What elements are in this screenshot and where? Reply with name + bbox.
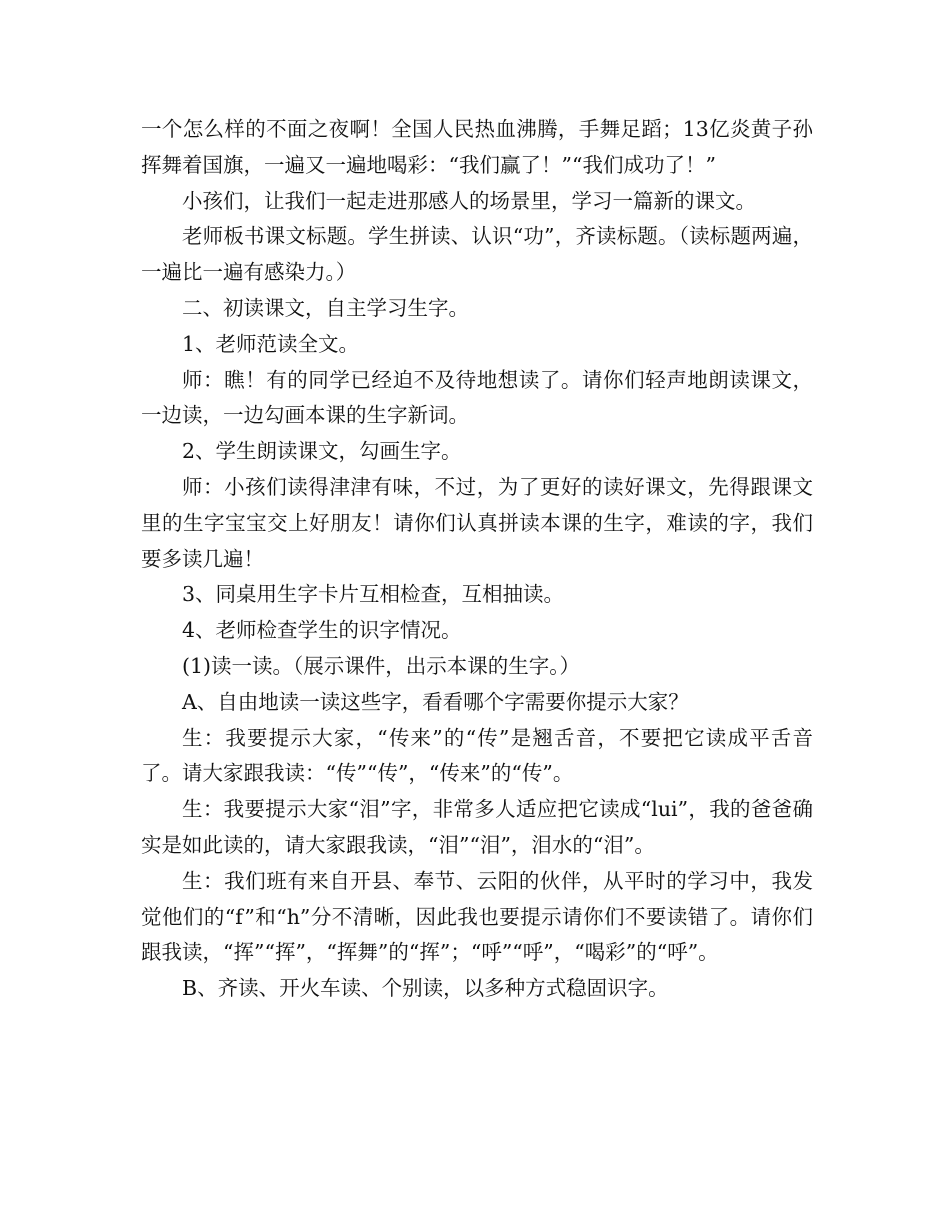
paragraph: 生：我们班有来自开县、奉节、云阳的伙伴，从平时的学习中，我发觉他们的“f”和“h”分不清晰，因此我也要提示请你们不要读错了。请你们跟我读，“挥”“挥”，“挥舞”的“挥”；“呼”“呼”，“喝彩”的“呼”。 [141,868,813,965]
paragraph: 老师板书课文标题。学生拼读、认识“功”，齐读标题。（读标题两遍，一遍比一遍有感染力。） [141,224,813,285]
paragraph: 2、学生朗读课文，勾画生字。 [182,439,462,464]
paragraph: (1)读一读。（展示课件，出示本课的生字。） [182,653,581,678]
paragraph: 师：瞧！有的同学已经迫不及待地想读了。请你们轻声地朗读课文，一边读，一边勾画本课的生字新词。 [141,367,813,428]
paragraph: 生：我要提示大家，“传来”的“传”是翘舌音，不要把它读成平舌音了。请大家跟我读：“传”“传”，“传来”的“传”。 [141,725,813,786]
paragraph: B、齐读、开火车读、个别读，以多种方式稳固识字。 [182,976,669,1001]
paragraph: 1、老师范读全文。 [182,331,360,356]
paragraph: 生：我要提示大家“泪”字，非常多人适应把它读成“lui”，我的爸爸确实是如此读的，请大家跟我读，“泪”“泪”，泪水的“泪”。 [141,797,813,857]
document-page [141,112,813,1007]
paragraph: 一个怎么样的不面之夜啊！全国人民热血沸腾，手舞足蹈；13亿炎黄子孙挥舞着国旗，一遍又一遍地喝彩：“我们赢了！”“我们成功了！” [141,117,813,177]
section-heading: 二、初读课文，自主学习生字。 [182,295,469,320]
paragraph: 师：小孩们读得津津有味，不过，为了更好的读好课文，先得跟课文里的生字宝宝交上好朋友！请你们认真拼读本课的生字，难读的字，我们要多读几遍！ [141,474,813,571]
paragraph: A、自由地读一读这些字，看看哪个字需要你提示大家？ [182,689,689,714]
paragraph: 小孩们，让我们一起走进那感人的场景里，学习一篇新的课文。 [182,188,756,213]
paragraph: 4、老师检查学生的识字情况。 [182,618,462,643]
paragraph: 3、同桌用生字卡片互相检查，互相抽读。 [182,582,565,607]
